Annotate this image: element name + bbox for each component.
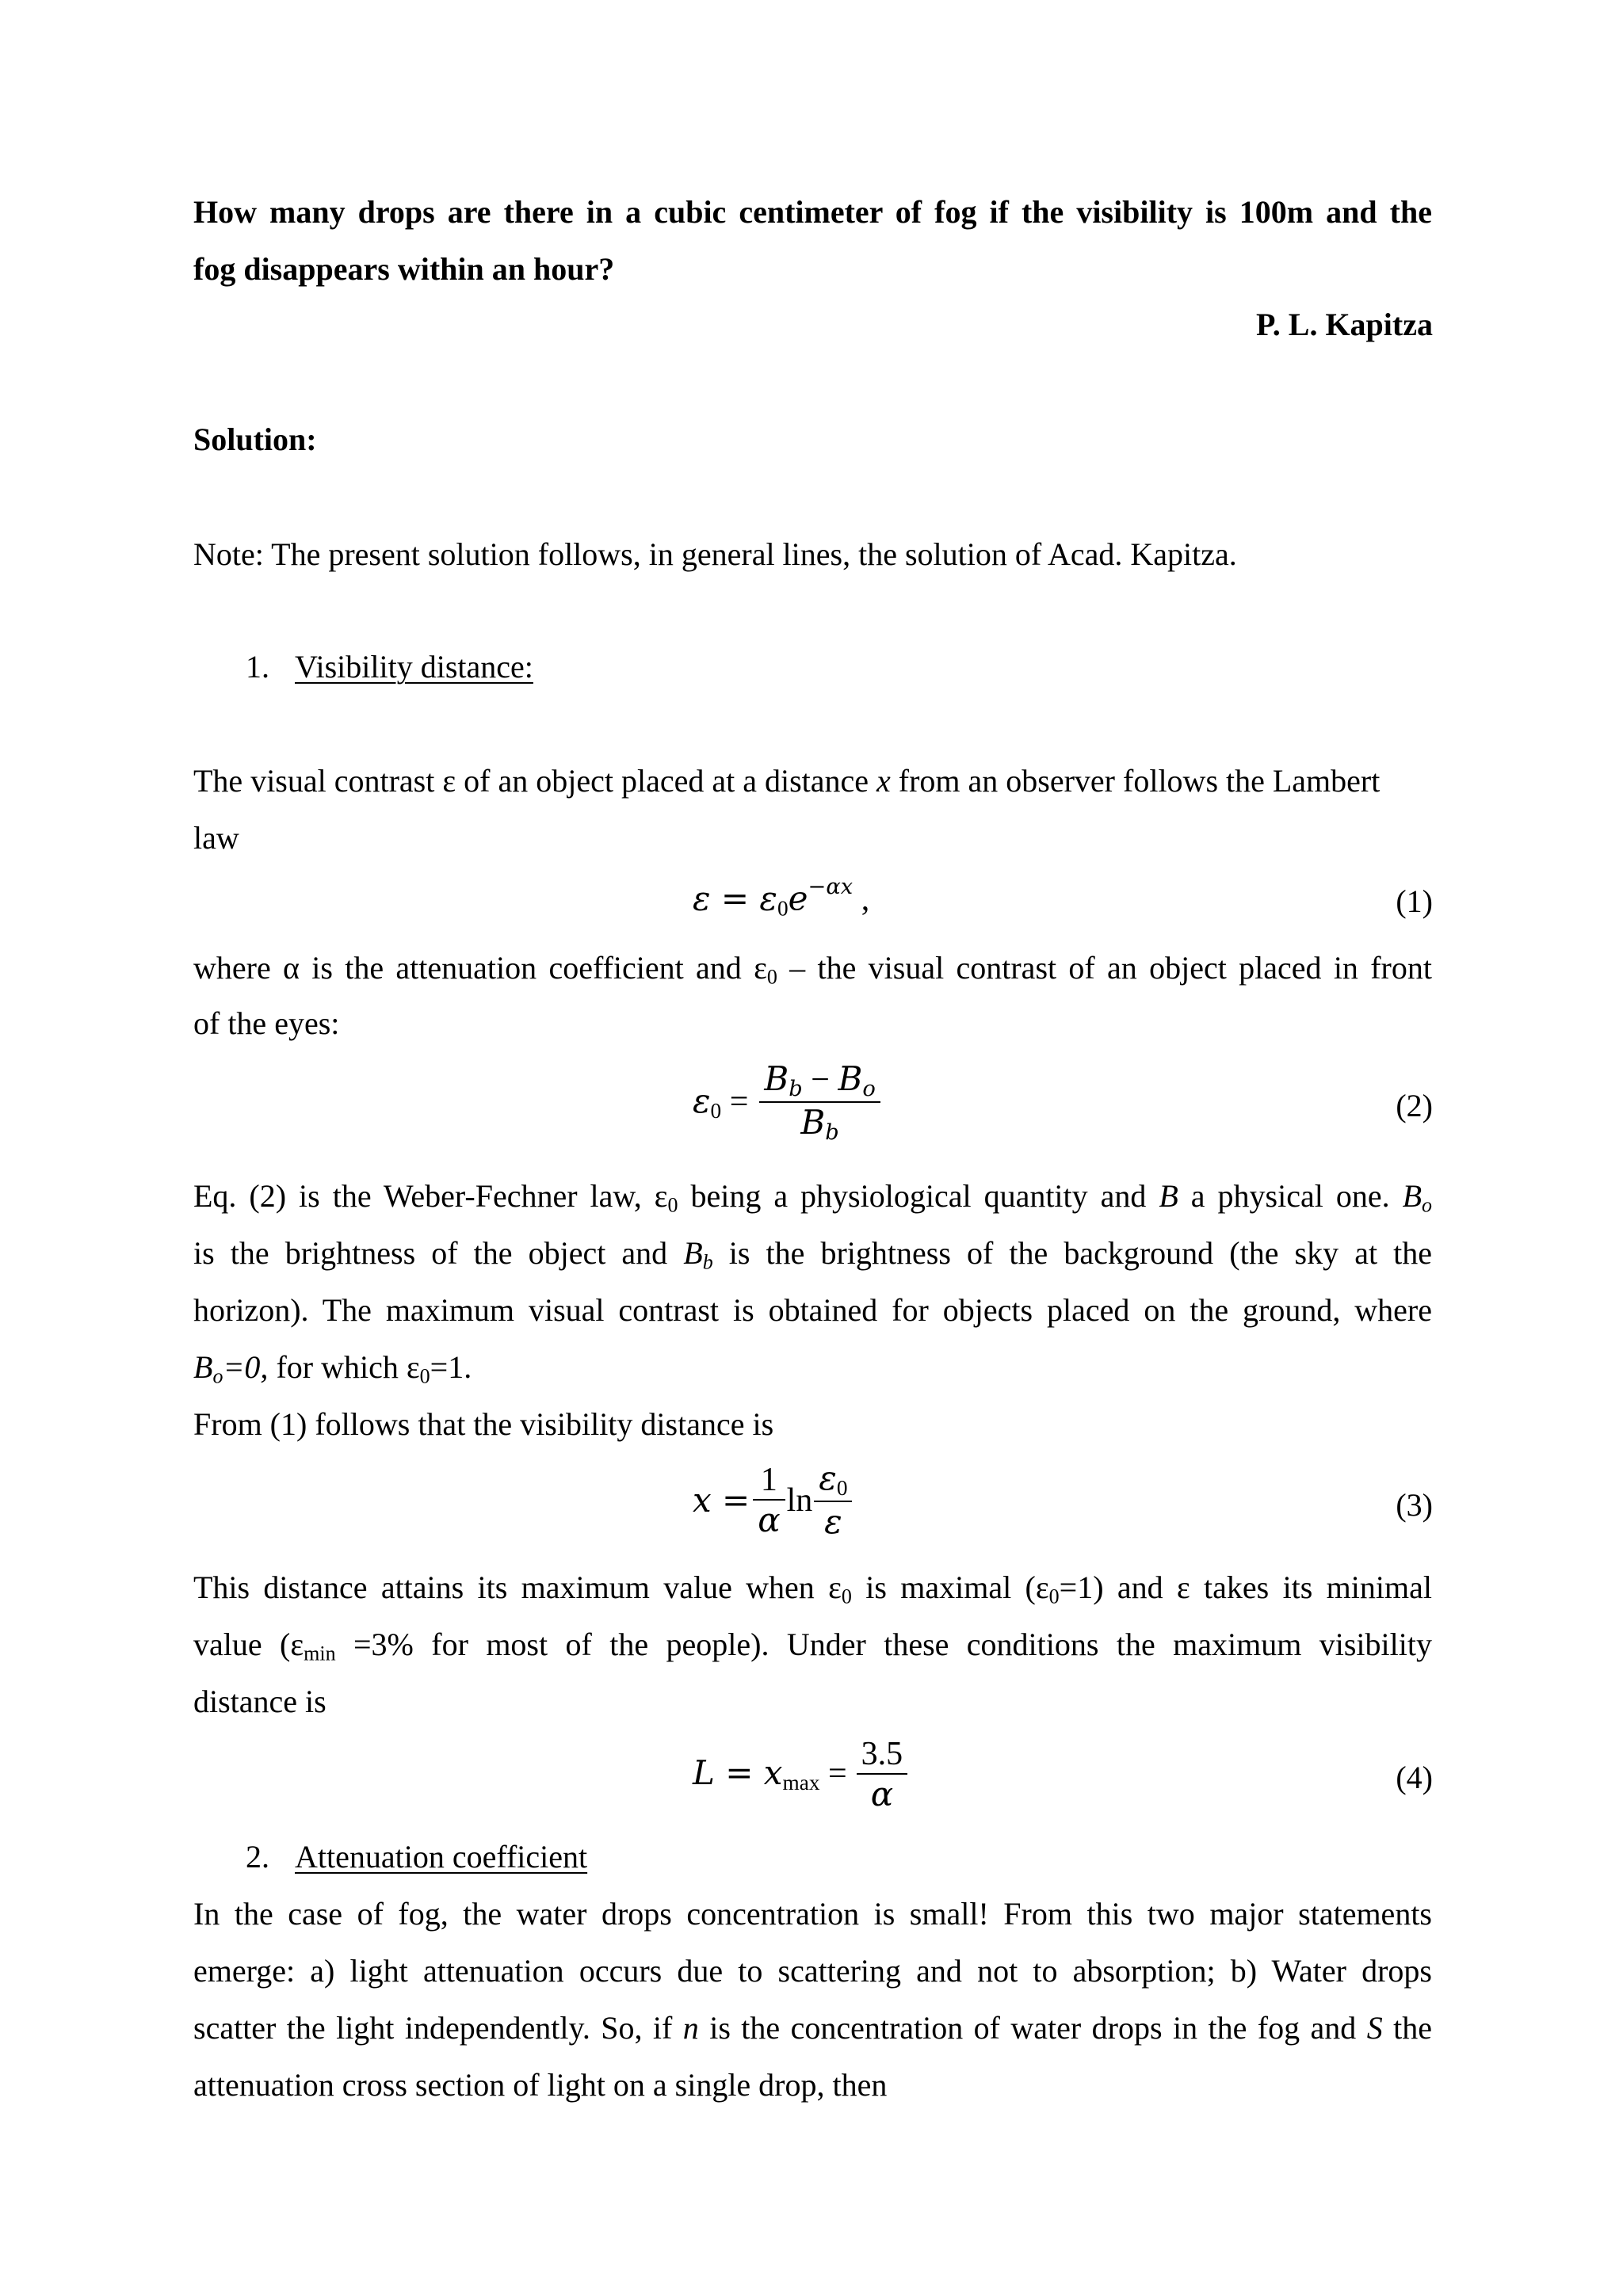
equation-3-number: (3) bbox=[1396, 1487, 1433, 1523]
paragraph-fog-line-1: In the case of fog, the water drops concentration is small! From this two major statements bbox=[193, 1896, 1432, 1932]
paragraph-max-line-2: value ($\varepsilon_{min} =3\%$ for most of the people). Under these conditions the maximum visibility bbox=[193, 1627, 1432, 1665]
author: P. L. Kapitza bbox=[1256, 307, 1433, 342]
section-2-title: Attenuation coefficient bbox=[295, 1839, 588, 1875]
section-2-number: 2. bbox=[246, 1839, 269, 1875]
section-1-number: 1. bbox=[246, 649, 269, 685]
paragraph-attenuation-line-1: where α is the attenuation coefficient and $\varepsilon_0$ – the visual contrast of an object placed in front bbox=[193, 950, 1432, 989]
note: Note: The present solution follows, in general lines, the solution of Acad. Kapitza. bbox=[193, 536, 1237, 572]
equation-1: $\varepsilon = \varepsilon_0e^{-\alpha x}$ , bbox=[693, 875, 870, 921]
paragraph-max-line-1: This distance attains its maximum value when $\varepsilon_0$ is maximal $(\varepsilon_0=1)$ and ε takes its minimal bbox=[193, 1569, 1433, 1608]
section-1-title: Visibility distance: bbox=[295, 649, 533, 685]
paragraph-fog-line-4: attenuation cross section of light on a single drop, then bbox=[193, 2067, 888, 2103]
paragraph-lambert-line-1: The visual contrast ε of an object placed at a distance x from an observer follows the Lambert bbox=[193, 763, 1381, 799]
equation-4: $L = x_{max}$ = $\frac{3.5}{\alpha}$ bbox=[693, 1735, 907, 1815]
paragraph-fog-line-2: emerge: a) light attenuation occurs due to scattering and not to absorption; b) Water drops bbox=[193, 1953, 1432, 1989]
equation-1-number: (1) bbox=[1396, 883, 1433, 919]
paragraph-weber-line-1: Eq. (2) is the Weber-Fechner law, $\varepsilon_0$ being a physiological quantity and B a physical one. $B_o$ bbox=[193, 1178, 1433, 1217]
problem-line-1: How many drops are there in a cubic centimeter of fog if the visibility is 100m and the bbox=[193, 194, 1432, 230]
paragraph-max-line-3: distance is bbox=[193, 1684, 327, 1719]
equation-2-number: (2) bbox=[1396, 1088, 1433, 1123]
paragraph-weber-line-3: horizon). The maximum visual contrast is obtained for objects placed on the ground, where bbox=[193, 1292, 1432, 1328]
paragraph-weber-line-4: $B_o=0$, for which $\varepsilon_0=1$. bbox=[193, 1349, 472, 1388]
equation-4-number: (4) bbox=[1396, 1760, 1433, 1795]
equation-3: x = $\frac{1}{\alpha}$ ln $\frac{\varepsilon_0}{\varepsilon}$ bbox=[693, 1459, 852, 1543]
solution-heading: Solution: bbox=[193, 421, 317, 457]
equation-2: $\varepsilon_0$ = $\frac{B_b - B_o}{B_b}$ bbox=[693, 1060, 880, 1146]
paragraph-lambert-line-2: law bbox=[193, 820, 239, 856]
paragraph-weber-line-2: is the brightness of the object and $B_b$ is the brightness of the background (the sky at the bbox=[193, 1235, 1433, 1274]
paragraph-fog-line-3: scatter the light independently. So, if n is the concentration of water drops in the fog and S the bbox=[193, 2010, 1433, 2046]
paragraph-visibility-intro: From (1) follows that the visibility distance is bbox=[193, 1406, 774, 1442]
paragraph-attenuation-line-2: of the eyes: bbox=[193, 1005, 340, 1041]
problem-line-2: fog disappears within an hour? bbox=[193, 251, 615, 287]
